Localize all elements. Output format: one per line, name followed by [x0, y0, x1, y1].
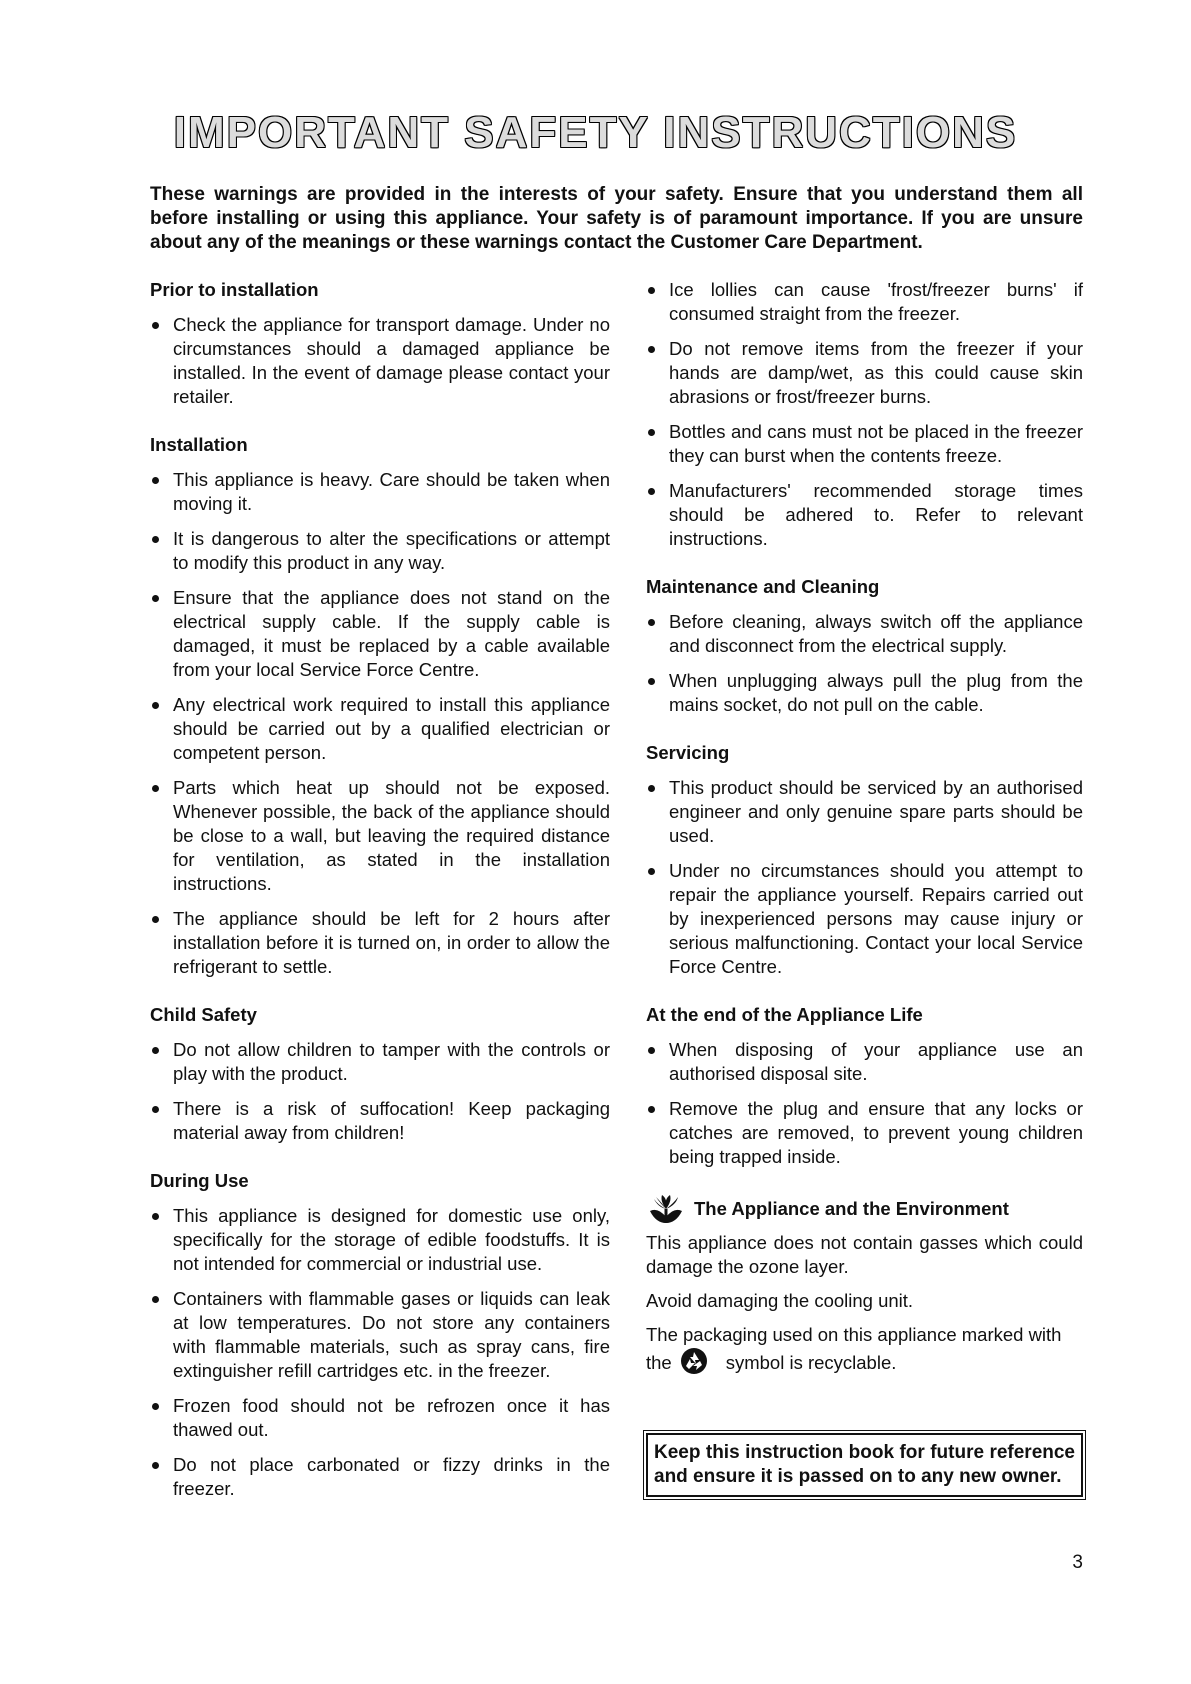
bullet-icon	[648, 678, 655, 685]
list-during-use	[150, 1204, 610, 1501]
list-item: Containers with flammable gases or liquids can leak at low temperatures. Do not store any containers with flammable materials, such as spray cans, fire extinguisher refill cartridges etc. in the freezer.	[150, 1287, 610, 1383]
bullet-icon	[648, 868, 655, 875]
right-column	[646, 278, 1083, 1497]
bullet-icon	[152, 702, 159, 709]
bullet-icon	[152, 1462, 159, 1469]
bullet-icon	[152, 1213, 159, 1220]
list-child-safety	[150, 1038, 610, 1145]
environment-cooling-text: Avoid damaging the cooling unit.	[646, 1290, 914, 1311]
section-heading-prior: Prior to installation	[150, 279, 319, 300]
list-item: When unplugging always pull the plug from the mains socket, do not pull on the cable.	[646, 669, 1083, 717]
list-item: Do not place carbonated or fizzy drinks in the freezer.	[150, 1453, 610, 1501]
list-prior	[150, 313, 610, 409]
list-during-use-continued	[646, 278, 1083, 551]
list-item: There is a risk of suffocation! Keep packaging material away from children!	[150, 1097, 610, 1145]
list-item: Manufacturers' recommended storage times should be adhered to. Refer to relevant instructions.	[646, 479, 1083, 551]
keep-instructions-notice: Keep this instruction book for future reference and ensure it is passed on to any new owner.	[646, 1433, 1083, 1497]
list-item: It is dangerous to alter the specifications or attempt to modify this product in any way.	[150, 527, 610, 575]
bullet-icon	[648, 429, 655, 436]
list-end-of-life	[646, 1038, 1083, 1169]
section-heading-during-use: During Use	[150, 1170, 249, 1191]
section-heading-servicing: Servicing	[646, 742, 730, 763]
left-column	[150, 278, 610, 1525]
section-heading-end-of-life: At the end of the Appliance Life	[646, 1004, 923, 1025]
environment-ozone-text: This appliance does not contain gasses which could damage the ozone layer.	[646, 1232, 1083, 1277]
list-item: Do not allow children to tamper with the controls or play with the product.	[150, 1038, 610, 1086]
list-item: This product should be serviced by an authorised engineer and only genuine spare parts should be used.	[646, 776, 1083, 848]
section-heading-child-safety: Child Safety	[150, 1004, 257, 1025]
bullet-icon	[152, 595, 159, 602]
bullet-icon	[152, 322, 159, 329]
recycle-icon	[680, 1347, 708, 1381]
list-item: Before cleaning, always switch off the appliance and disconnect from the electrical supply.	[646, 610, 1083, 658]
bullet-icon	[152, 916, 159, 923]
page-title: IMPORTANT SAFETY INSTRUCTIONS	[173, 108, 1018, 157]
list-item: Parts which heat up should not be exposed. Whenever possible, the back of the appliance should be close to a wall, but leaving the required distance for ventilation, as stated in the installation instructions.	[150, 776, 610, 896]
intro-warning: These warnings are provided in the interests of your safety. Ensure that you understand them all before installing or using this appliance. Your safety is of paramount importance. If you are unsure about any of the meanings or these warnings contact the Customer Care Department.	[150, 184, 1083, 253]
list-item: Bottles and cans must not be placed in the freezer they can burst when the contents freeze.	[646, 420, 1083, 468]
environment-header	[646, 1193, 1083, 1225]
bullet-icon	[152, 536, 159, 543]
bullet-icon	[648, 619, 655, 626]
bullet-icon	[152, 1403, 159, 1410]
bullet-icon	[152, 1047, 159, 1054]
list-installation	[150, 468, 610, 979]
bullet-icon	[648, 1047, 655, 1054]
bullet-icon	[152, 785, 159, 792]
bullet-icon	[152, 1106, 159, 1113]
list-item: Under no circumstances should you attempt to repair the appliance yourself. Repairs carried out by inexperienced persons may cause injury or serious malfunctioning. Contact your local Service Force Centre.	[646, 859, 1083, 979]
section-heading-maintenance: Maintenance and Cleaning	[646, 576, 880, 597]
bullet-icon	[648, 346, 655, 353]
list-item: Ensure that the appliance does not stand on the electrical supply cable. If the supply cable is damaged, it must be replaced by a cable available from your local Service Force Centre.	[150, 586, 610, 682]
page-number: 3	[1072, 1552, 1083, 1573]
bullet-icon	[648, 488, 655, 495]
bullet-icon	[648, 1106, 655, 1113]
list-item: Frozen food should not be refrozen once it has thawed out.	[150, 1394, 610, 1442]
list-item: This appliance is designed for domestic use only, specifically for the storage of edible foodstuffs. It is not intended for commercial or industrial use.	[150, 1204, 610, 1276]
section-heading-environment: The Appliance and the Environment	[694, 1198, 1009, 1219]
list-servicing	[646, 776, 1083, 979]
bullet-icon	[152, 1296, 159, 1303]
environment-flower-icon	[646, 1193, 686, 1225]
list-maintenance	[646, 610, 1083, 717]
list-item: Remove the plug and ensure that any locks or catches are removed, to prevent young children being trapped inside.	[646, 1097, 1083, 1169]
list-item: When disposing of your appliance use an authorised disposal site.	[646, 1038, 1083, 1086]
bullet-icon	[648, 785, 655, 792]
list-item: This appliance is heavy. Care should be taken when moving it.	[150, 468, 610, 516]
list-item: Do not remove items from the freezer if your hands are damp/wet, as this could cause skin abrasions or frost/freezer burns.	[646, 337, 1083, 409]
bullet-icon	[648, 287, 655, 294]
list-item: Check the appliance for transport damage. Under no circumstances should a damaged appliance be installed. In the event of damage please contact your retailer.	[150, 313, 610, 409]
list-item: Ice lollies can cause 'frost/freezer burns' if consumed straight from the freezer.	[646, 278, 1083, 326]
list-item: The appliance should be left for 2 hours after installation before it is turned on, in order to allow the refrigerant to settle.	[150, 907, 610, 979]
environment-recycle-text: The packaging used on this appliance marked with the symbol is recyclable.	[646, 1323, 1083, 1381]
list-item: Any electrical work required to install this appliance should be carried out by a qualified electrician or competent person.	[150, 693, 610, 765]
bullet-icon	[152, 477, 159, 484]
section-heading-installation: Installation	[150, 434, 248, 455]
